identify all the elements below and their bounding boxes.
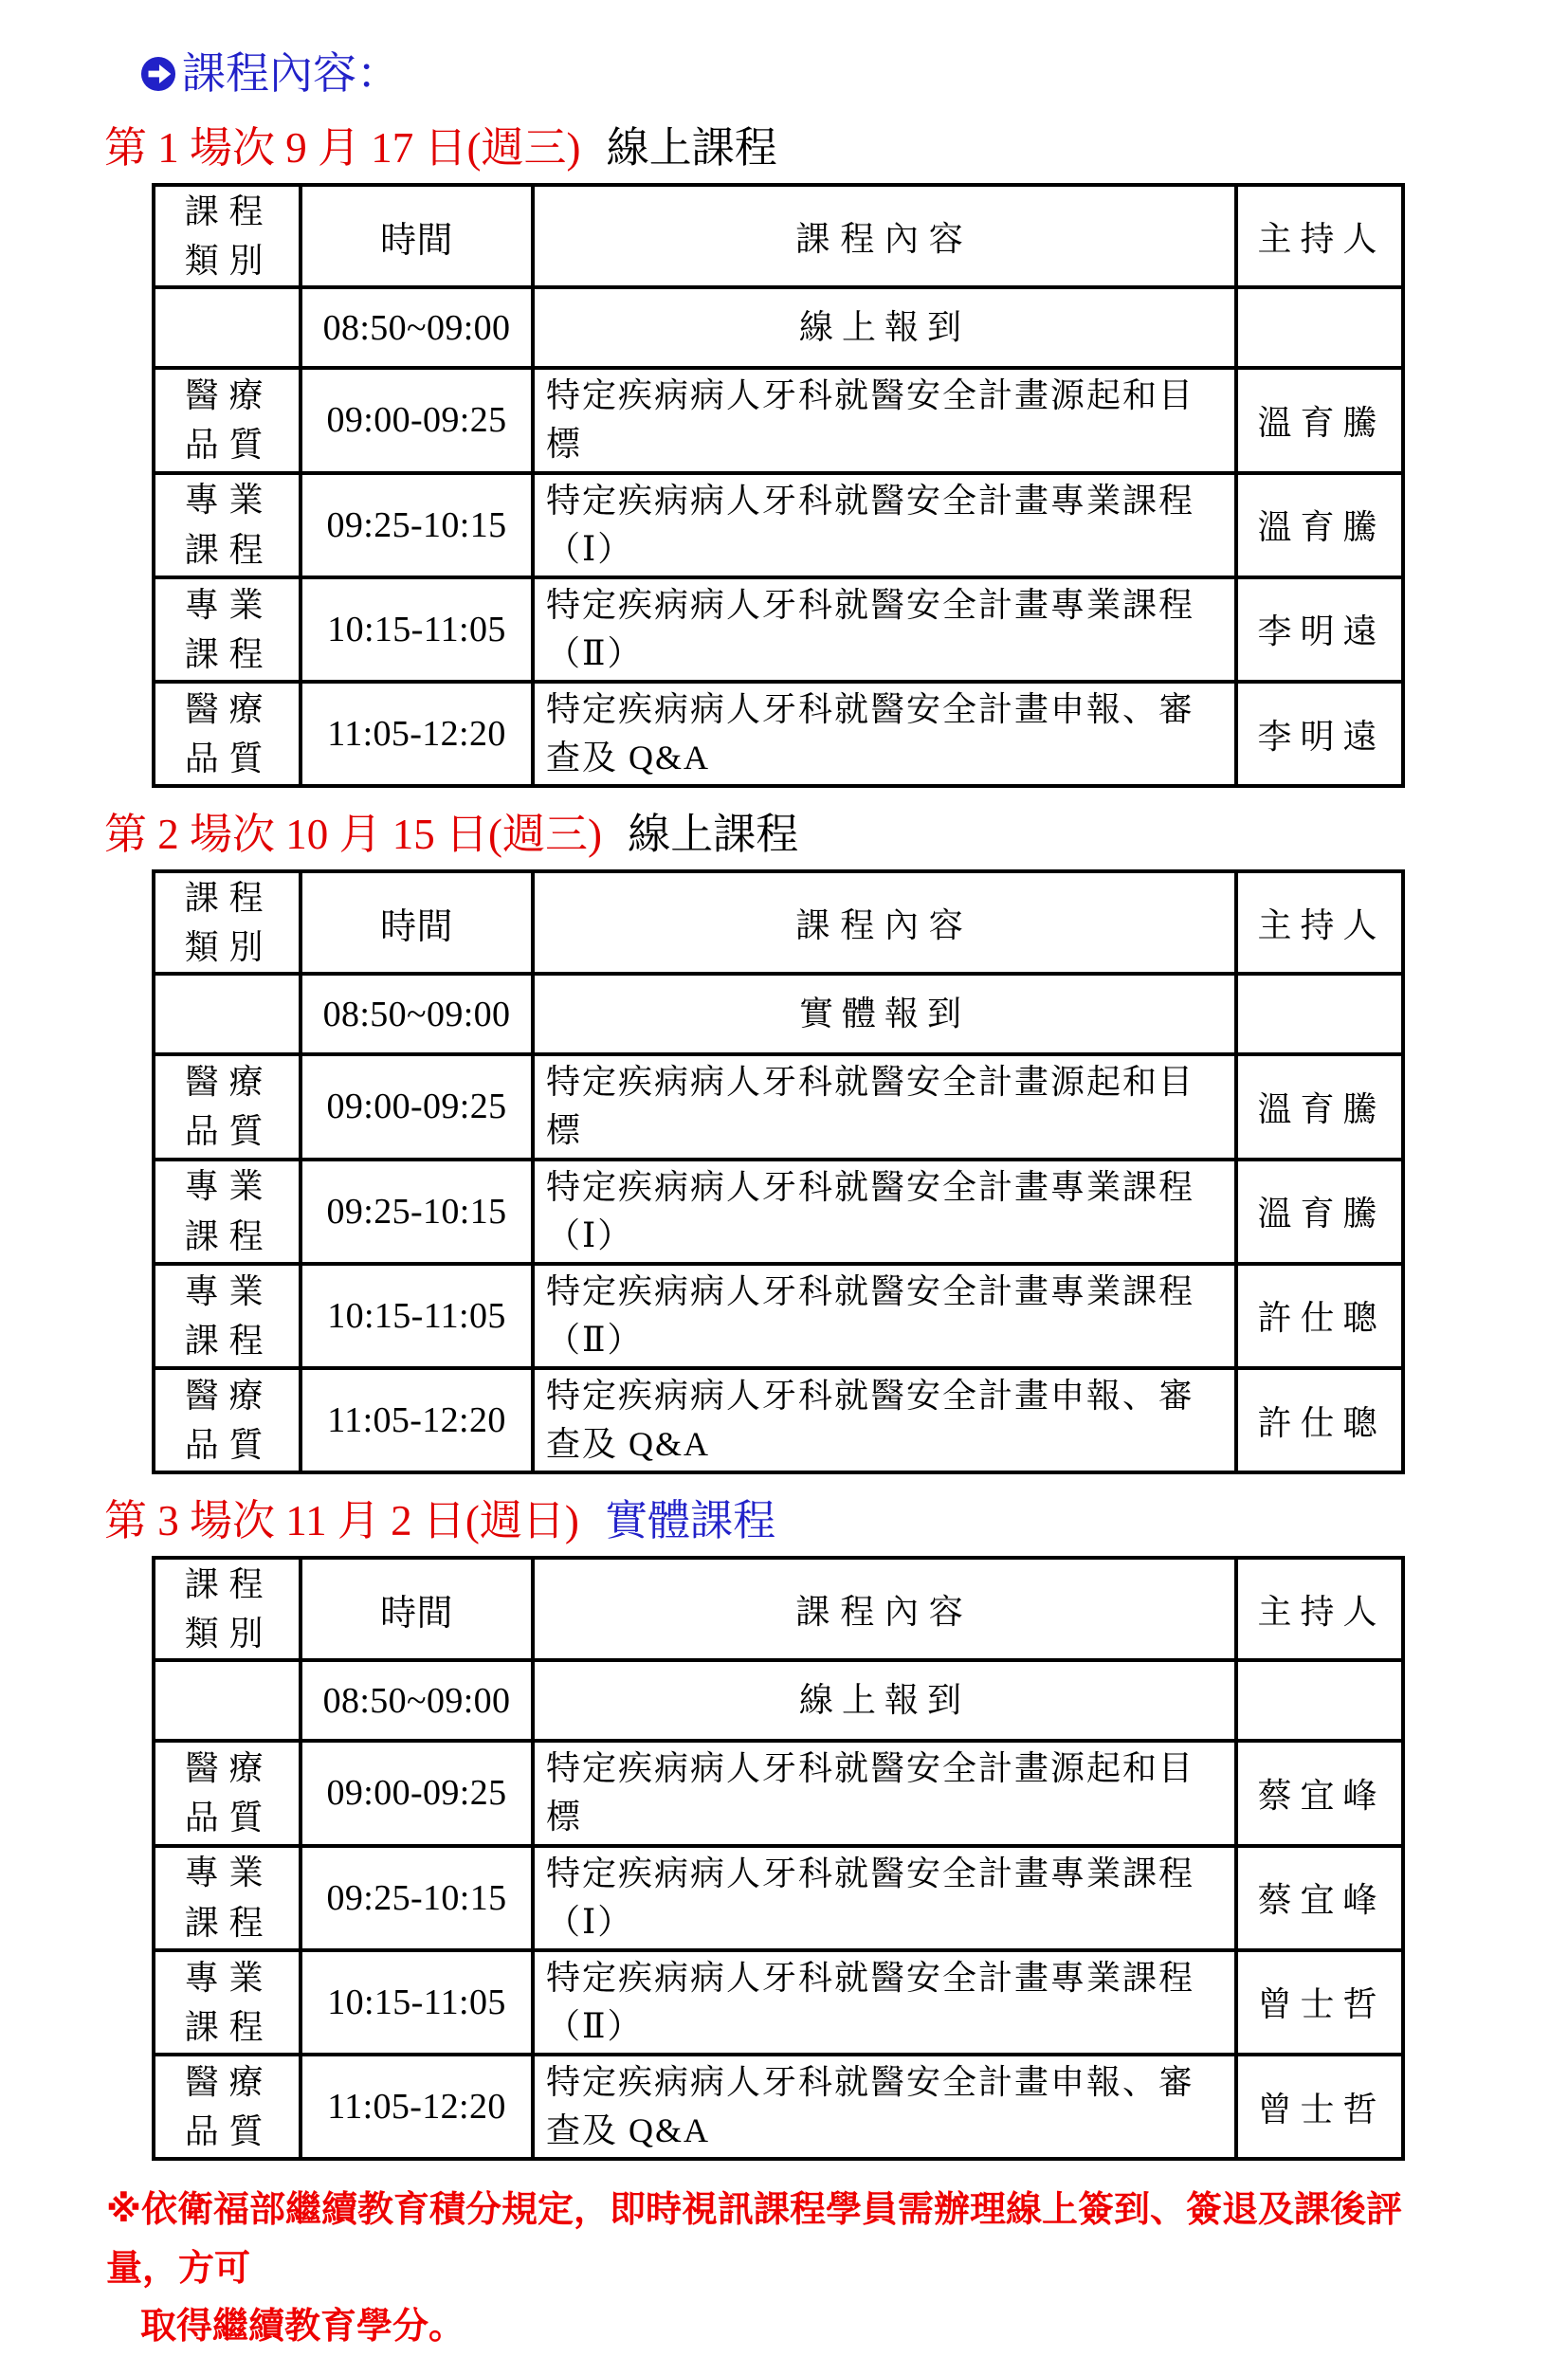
session-3 — [0, 1497, 1568, 2161]
time-cell: 11:05-12:20 — [301, 1368, 533, 1472]
table-row — [154, 1160, 1403, 1264]
content-cell: 線上報到 — [533, 1660, 1236, 1741]
category-cell: 醫療品質 — [154, 1054, 301, 1159]
host-cell — [1236, 287, 1403, 368]
host-cell: 許仕聰 — [1236, 1368, 1403, 1472]
content-cell: 特定疾病病人牙科就醫安全計畫源起和目標 — [533, 1741, 1236, 1845]
category-cell: 醫療品質 — [154, 2055, 301, 2159]
table-row — [154, 1368, 1403, 1472]
category-cell — [154, 974, 301, 1054]
time-cell: 10:15-11:05 — [301, 1950, 533, 2055]
content-cell: 特定疾病病人牙科就醫安全計畫源起和目標 — [533, 368, 1236, 472]
table-row — [154, 2055, 1403, 2159]
host-cell: 曾士哲 — [1236, 2055, 1403, 2159]
column-header-content: 課程內容 — [533, 871, 1236, 974]
column-header-category: 課程類別 — [154, 1558, 301, 1660]
column-header-time: 時間 — [301, 871, 533, 974]
time-cell: 11:05-12:20 — [301, 2055, 533, 2159]
session-3-title — [104, 1497, 1568, 1546]
content-cell: 特定疾病病人牙科就醫安全計畫專業課程（Ⅱ） — [533, 1950, 1236, 2055]
category-cell: 專業課程 — [154, 1950, 301, 2055]
host-cell: 溫育騰 — [1236, 368, 1403, 472]
time-cell: 09:25-10:15 — [301, 473, 533, 577]
session-1-title-date: 第 1 場次 9 月 17 日(週三) — [104, 124, 581, 173]
column-header-host: 主持人 — [1236, 185, 1403, 287]
session-1-title-mode: 線上課程 — [606, 124, 777, 173]
table-row — [154, 1741, 1403, 1845]
time-cell: 09:00-09:25 — [301, 368, 533, 472]
session-2-title — [104, 811, 1568, 860]
content-cell: 實體報到 — [533, 974, 1236, 1054]
session-1-title — [104, 124, 1568, 174]
content-cell: 線上報到 — [533, 287, 1236, 368]
page-title-text: 課程內容： — [182, 49, 400, 98]
session-3-title-mode: 實體課程 — [605, 1497, 776, 1545]
category-cell: 專業課程 — [154, 577, 301, 682]
category-cell: 醫療品質 — [154, 682, 301, 786]
category-cell: 專業課程 — [154, 1846, 301, 1950]
schedule-table-2 — [152, 869, 1405, 1474]
time-cell: 09:00-09:25 — [301, 1054, 533, 1159]
table-row — [154, 1264, 1403, 1368]
category-cell: 醫療品質 — [154, 368, 301, 472]
time-cell: 09:25-10:15 — [301, 1160, 533, 1264]
time-cell: 09:25-10:15 — [301, 1846, 533, 1950]
content-cell: 特定疾病病人牙科就醫安全計畫源起和目標 — [533, 1054, 1236, 1159]
category-cell — [154, 1660, 301, 1741]
session-1 — [0, 124, 1568, 788]
category-cell — [154, 287, 301, 368]
table-row — [154, 368, 1403, 472]
time-cell: 11:05-12:20 — [301, 682, 533, 786]
category-cell: 專業課程 — [154, 473, 301, 577]
session-2 — [0, 811, 1568, 1474]
host-cell: 溫育騰 — [1236, 473, 1403, 577]
time-cell: 08:50~09:00 — [301, 287, 533, 368]
table-row — [154, 1950, 1403, 2055]
table-header-row — [154, 1558, 1403, 1660]
continuing-education-note — [106, 2182, 1471, 2357]
host-cell: 李明遠 — [1236, 682, 1403, 786]
host-cell: 曾士哲 — [1236, 1950, 1403, 2055]
column-header-content: 課程內容 — [533, 185, 1236, 287]
category-cell: 醫療品質 — [154, 1368, 301, 1472]
content-cell: 特定疾病病人牙科就醫安全計畫申報、審查及 Q&A — [533, 1368, 1236, 1472]
category-cell: 專業課程 — [154, 1264, 301, 1368]
session-2-title-mode: 線上課程 — [628, 811, 799, 859]
column-header-category: 課程類別 — [154, 871, 301, 974]
host-cell: 蔡宜峰 — [1236, 1846, 1403, 1950]
session-3-title-date: 第 3 場次 11 月 2 日(週日) — [104, 1497, 579, 1545]
table-row — [154, 473, 1403, 577]
content-cell: 特定疾病病人牙科就醫安全計畫申報、審查及 Q&A — [533, 682, 1236, 786]
note-line-2: 取得繼續教育學分。 — [140, 2307, 465, 2348]
host-cell: 許仕聰 — [1236, 1264, 1403, 1368]
column-header-content: 課程內容 — [533, 1558, 1236, 1660]
schedule-table-3 — [152, 1556, 1405, 2161]
host-cell — [1236, 1660, 1403, 1741]
session-2-title-date: 第 2 場次 10 月 15 日(週三) — [104, 811, 602, 859]
table-row — [154, 1660, 1403, 1741]
content-cell: 特定疾病病人牙科就醫安全計畫專業課程（Ⅱ） — [533, 1264, 1236, 1368]
column-header-host: 主持人 — [1236, 1558, 1403, 1660]
content-cell: 特定疾病病人牙科就醫安全計畫專業課程（Ⅱ） — [533, 577, 1236, 682]
time-cell: 10:15-11:05 — [301, 577, 533, 682]
time-cell: 09:00-09:25 — [301, 1741, 533, 1845]
time-cell: 08:50~09:00 — [301, 974, 533, 1054]
table-row — [154, 974, 1403, 1054]
table-header-row — [154, 185, 1403, 287]
host-cell: 溫育騰 — [1236, 1054, 1403, 1159]
content-cell: 特定疾病病人牙科就醫安全計畫專業課程（Ⅰ） — [533, 473, 1236, 577]
note-line-1: ※依衛福部繼續教育積分規定，即時視訊課程學員需辦理線上簽到、簽退及課後評量，方可 — [106, 2190, 1402, 2289]
table-row — [154, 287, 1403, 368]
category-cell: 醫療品質 — [154, 1741, 301, 1845]
host-cell: 李明遠 — [1236, 577, 1403, 682]
host-cell — [1236, 974, 1403, 1054]
column-header-time: 時間 — [301, 1558, 533, 1660]
page-title — [140, 47, 1568, 100]
column-header-time: 時間 — [301, 185, 533, 287]
category-cell: 專業課程 — [154, 1160, 301, 1264]
table-row — [154, 682, 1403, 786]
table-row — [154, 1846, 1403, 1950]
host-cell: 溫育騰 — [1236, 1160, 1403, 1264]
schedule-table-1 — [152, 183, 1405, 788]
column-header-category: 課程類別 — [154, 185, 301, 287]
circled-right-arrow-icon — [140, 56, 176, 92]
content-cell: 特定疾病病人牙科就醫安全計畫專業課程（Ⅰ） — [533, 1846, 1236, 1950]
host-cell: 蔡宜峰 — [1236, 1741, 1403, 1845]
time-cell: 10:15-11:05 — [301, 1264, 533, 1368]
column-header-host: 主持人 — [1236, 871, 1403, 974]
table-row — [154, 577, 1403, 682]
table-row — [154, 1054, 1403, 1159]
content-cell: 特定疾病病人牙科就醫安全計畫專業課程（Ⅰ） — [533, 1160, 1236, 1264]
time-cell: 08:50~09:00 — [301, 1660, 533, 1741]
content-cell: 特定疾病病人牙科就醫安全計畫申報、審查及 Q&A — [533, 2055, 1236, 2159]
table-header-row — [154, 871, 1403, 974]
